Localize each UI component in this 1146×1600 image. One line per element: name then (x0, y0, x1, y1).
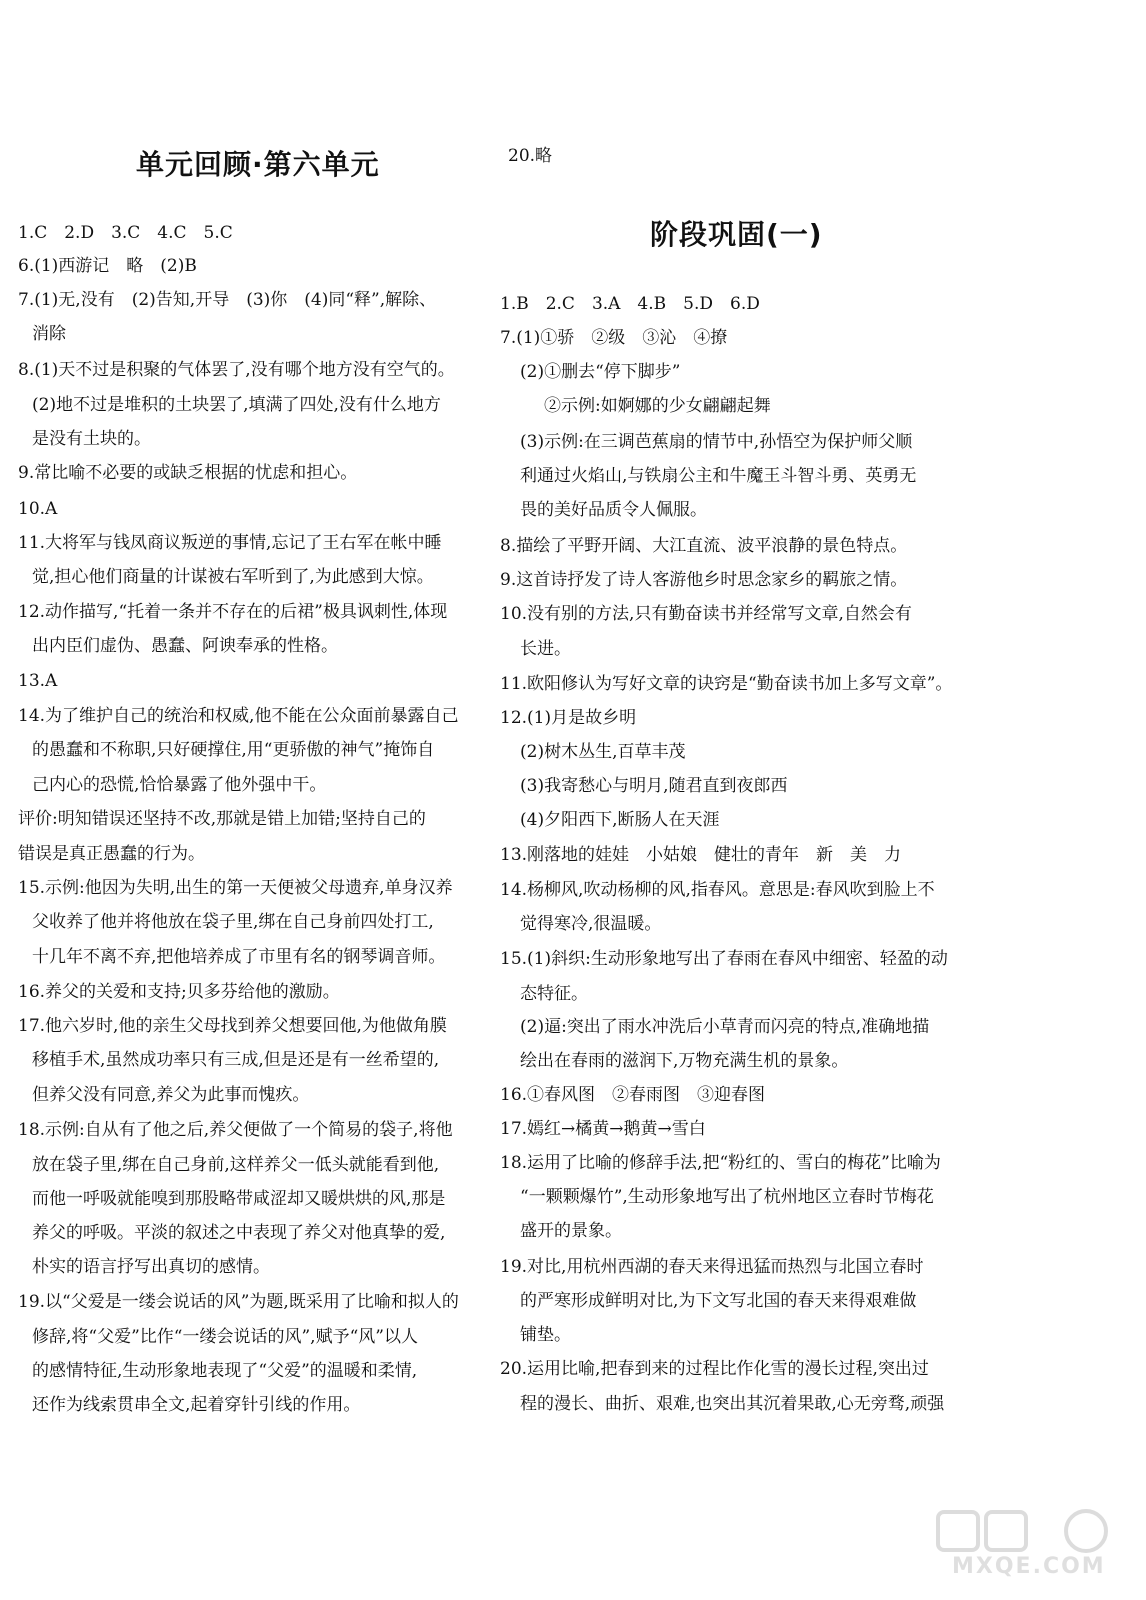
right-answer-line: 利通过火焰山,与铁扇公主和牛魔王斗智斗勇、英勇无 (520, 466, 917, 486)
left-answer-line: 评价:明知错误还坚持不改,那就是错上加错;坚持自己的 (18, 809, 426, 829)
left-answer-line: 己内心的恐慌,恰恰暴露了他外强中干。 (32, 775, 327, 795)
left-answer-line: 的感情特征,生动形象地表现了“父爱”的温暖和柔情, (32, 1361, 418, 1381)
left-answer-line: 6.(1)西游记 略 (2)B (18, 256, 197, 276)
left-answer-line: 7.(1)无,没有 (2)告知,开导 (3)你 (4)同“释”,解除、 (18, 290, 437, 310)
left-answer-line: 父收养了他并将他放在袋子里,绑在自己身前四处打工, (32, 912, 434, 932)
left-answer-line: 的愚蠢和不称职,只好硬撑住,用“更骄傲的神气”掩饰自 (32, 740, 435, 760)
watermark-logo (932, 1508, 1132, 1588)
right-answer-line: 绘出在春雨的滋润下,万物充满生机的景象。 (520, 1051, 849, 1071)
left-answer-line: 15.示例:他因为失明,出生的第一天便被父母遗弃,单身汉养 (18, 878, 453, 898)
right-answer-line: 畏的美好品质令人佩服。 (520, 500, 707, 520)
right-answer-line: 9.这首诗抒发了诗人客游他乡时思念家乡的羁旅之情。 (500, 570, 908, 590)
right-answer-line: 11.欧阳修认为写好文章的诀窍是“勤奋读书加上多写文章”。 (500, 674, 953, 694)
left-answer-line: 修辞,将“父爱”比作“一缕会说话的风”,赋予“风”以人 (32, 1327, 418, 1347)
left-answer-line: 1.C 2.D 3.C 4.C 5.C (18, 223, 233, 243)
watermark-text: MXQE.COM (952, 1554, 1106, 1579)
right-answer-line: 7.(1)①骄 ②级 ③沁 ④撩 (500, 328, 728, 348)
left-answer-line: 9.常比喻不必要的或缺乏根据的忧虑和担心。 (18, 463, 358, 483)
right-answer-line: 13.刚落地的娃娃 小姑娘 健壮的青年 新 美 力 (500, 845, 902, 865)
right-answer-line: 长进。 (520, 639, 571, 659)
left-answer-line: 10.A (18, 499, 58, 519)
right-answer-line: 20.运用比喻,把春到来的过程比作化雪的漫长过程,突出过 (500, 1359, 929, 1379)
stage-consolidation-title: 阶段巩固(一) (650, 218, 823, 251)
right-answer-line: 1.B 2.C 3.A 4.B 5.D 6.D (500, 294, 760, 314)
right-answer-line: (2)逼:突出了雨水冲洗后小草青而闪亮的特点,准确地描 (520, 1017, 930, 1037)
left-answer-line: 13.A (18, 671, 58, 691)
right-answer-line: ②示例:如婀娜的少女翩翩起舞 (544, 396, 771, 416)
right-answer-line: 铺垫。 (520, 1325, 571, 1345)
right-answer-line: 18.运用了比喻的修辞手法,把“粉红的、雪白的梅花”比喻为 (500, 1153, 941, 1173)
right-answer-line: 16.①春风图 ②春雨图 ③迎春图 (500, 1085, 766, 1105)
left-answer-line: 但养父没有同意,养父为此事而愧疚。 (32, 1085, 310, 1105)
right-answer-line: (2)①删去“停下脚步” (520, 362, 681, 382)
right-answer-line: 15.(1)斜织:生动形象地写出了春雨在春风中细密、轻盈的动 (500, 949, 948, 969)
right-answer-line: 程的漫长、曲折、艰难,也突出其沉着果敢,心无旁骛,顽强 (520, 1394, 945, 1414)
right-answer-line: (4)夕阳西下,断肠人在天涯 (520, 810, 720, 830)
right-answer-line: 17.嫣红→橘黄→鹅黄→雪白 (500, 1119, 706, 1139)
left-answer-line: 养父的呼吸。平淡的叙述之中表现了养父对他真挚的爱, (32, 1223, 446, 1243)
right-answer-line: “一颗颗爆竹”,生动形象地写出了杭州地区立春时节梅花 (520, 1187, 934, 1207)
left-answer-line: 还作为线索贯串全文,起着穿针引线的作用。 (32, 1395, 361, 1415)
left-answer-line: (2)地不过是堆积的土块罢了,填满了四处,没有什么地方 (32, 395, 441, 415)
left-answer-line: 消除 (32, 324, 66, 344)
left-answer-line: 19.以“父爱是一缕会说话的风”为题,既采用了比喻和拟人的 (18, 1292, 459, 1312)
left-answer-line: 而他一呼吸就能嗅到那股略带咸涩却又暖烘烘的风,那是 (32, 1189, 446, 1209)
left-answer-line: 11.大将军与钱凤商议叛逆的事情,忘记了王右军在帐中睡 (18, 533, 442, 553)
answer-20-top: 20.略 (508, 146, 553, 166)
right-answer-line: (3)示例:在三调芭蕉扇的情节中,孙悟空为保护师父顺 (520, 432, 913, 452)
left-answer-line: 16.养父的关爱和支持;贝多芬给他的激励。 (18, 982, 340, 1002)
left-answer-line: 移植手术,虽然成功率只有三成,但是还是有一丝希望的, (32, 1050, 440, 1070)
right-answer-line: 12.(1)月是故乡明 (500, 708, 637, 728)
right-answer-line: 14.杨柳风,吹动杨柳的风,指春风。意思是:春风吹到脸上不 (500, 880, 935, 900)
right-answer-line: 19.对比,用杭州西湖的春天来得迅猛而热烈与北国立春时 (500, 1257, 924, 1277)
right-answer-line: 态特征。 (520, 984, 588, 1004)
left-answer-line: 8.(1)天不过是积聚的气体罢了,没有哪个地方没有空气的。 (18, 360, 455, 380)
left-answer-line: 17.他六岁时,他的亲生父母找到养父想要回他,为他做角膜 (18, 1016, 447, 1036)
logo-icon (936, 1508, 1126, 1554)
left-answer-line: 朴实的语言抒写出真切的感情。 (32, 1257, 270, 1277)
right-answer-line: 觉得寒冷,很温暖。 (520, 914, 662, 934)
left-answer-line: 十几年不离不弃,把他培养成了市里有名的钢琴调音师。 (32, 947, 446, 967)
unit-review-title: 单元回顾·第六单元 (136, 148, 380, 181)
left-answer-line: 出内臣们虚伪、愚蠢、阿谀奉承的性格。 (32, 636, 338, 656)
left-answer-line: 14.为了维护自己的统治和权威,他不能在公众面前暴露自己 (18, 706, 459, 726)
right-answer-line: (3)我寄愁心与明月,随君直到夜郎西 (520, 776, 788, 796)
left-answer-line: 放在袋子里,绑在自己身前,这样养父一低头就能看到他, (32, 1155, 440, 1175)
left-answer-line: 错误是真正愚蠢的行为。 (18, 844, 205, 864)
left-answer-line: 是没有土块的。 (32, 429, 151, 449)
left-answer-line: 觉,担心他们商量的计谋被右军听到了,为此感到大惊。 (32, 567, 434, 587)
right-answer-line: 8.描绘了平野开阔、大江直流、波平浪静的景色特点。 (500, 536, 908, 556)
left-answer-line: 12.动作描写,“托着一条并不存在的后裙”极具讽刺性,体现 (18, 602, 448, 622)
right-answer-line: 的严寒形成鲜明对比,为下文写北国的春天来得艰难做 (520, 1291, 917, 1311)
left-answer-line: 18.示例:自从有了他之后,养父便做了一个简易的袋子,将他 (18, 1120, 453, 1140)
right-answer-line: 10.没有别的方法,只有勤奋读书并经常写文章,自然会有 (500, 604, 912, 624)
right-answer-line: 盛开的景象。 (520, 1221, 622, 1241)
right-answer-line: (2)树木丛生,百草丰茂 (520, 742, 686, 762)
